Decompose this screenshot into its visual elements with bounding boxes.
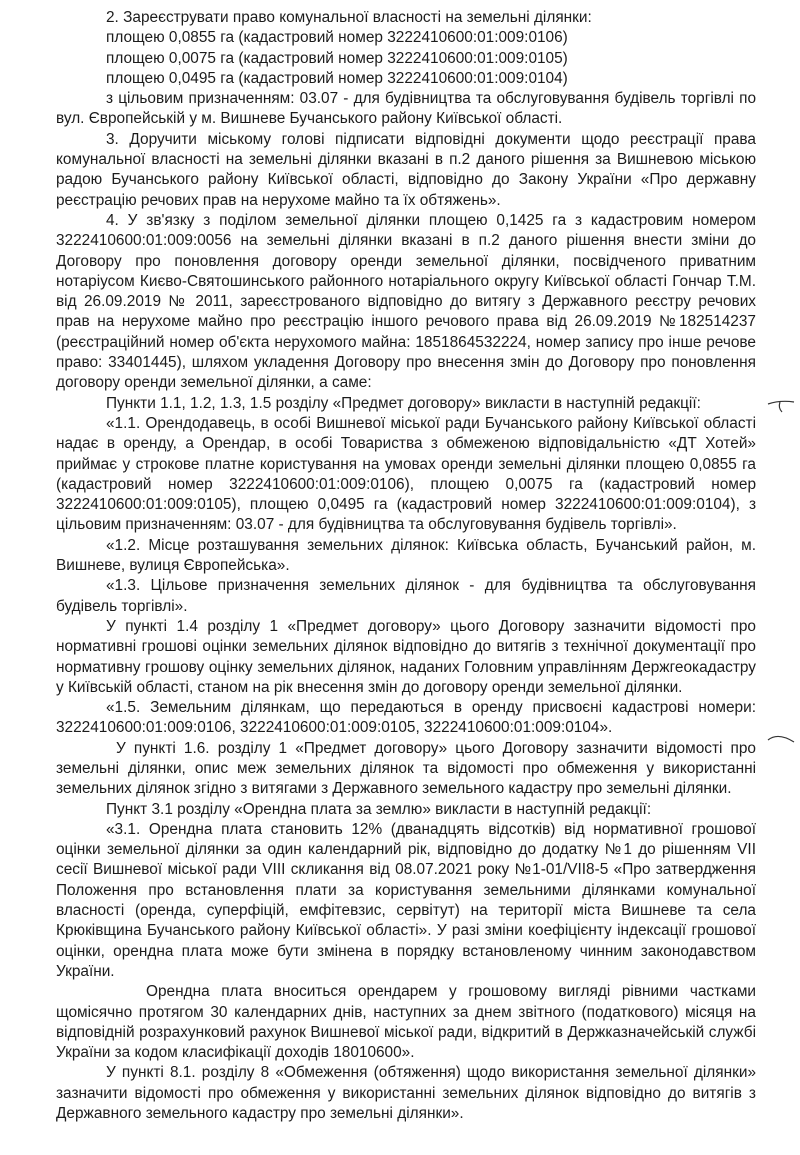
parcel-list	[56, 28, 756, 89]
quote-3-1-payment: Орендна плата вноситься орендарем у грошовому вигляді рівними частками щомісячно протягом 30 календарних днів, наступних за днем звітного (податкового) місяця на відповідній розрахунковий рахунок Вишневої міської ради, відкритий в Держказначейській службі України за кодом класифікації доходів 18010600».	[56, 983, 756, 1062]
paragraph-4: 4. У зв'язку з поділом земельної ділянки площею 0,1425 га з кадастровим номером 3222410600:01:009:0056 на земельні ділянки вказані в п.2 даного рішення внести зміни до Договору про поновлення договору оренди земельної ділянки, посвідченого приватним нотаріусом Києво-Святошинського районного нотаріального округу Київської області Гончар Т.М. від 26.09.2019 № 2011, зареєстрованого відповідно до витягу з Державного реєстру речових прав на нерухоме майно про реєстрацію іншого речового права від 26.09.2019 №182514237 (реєстраційний номер об'єкта нерухомого майна: 1851864532224, номер запису про інше речове право: 33401445), шляхом укладення Договору про внесення змін до Договору про поновлення договору оренди земельної ділянки, а саме:	[56, 211, 756, 392]
parcel-item: площею 0,0075 га (кадастровий номер 3222410600:01:009:0105)	[106, 49, 568, 67]
paragraph-1-6: У пункті 1.6. розділу 1 «Предмет договору» цього Договору зазначити відомості про земельні ділянки, опис меж земельних ділянок та відомості про обмеження у використанні земельних ділянок згідно з витягами з Державного земельного кадастру про земельні ділянки.	[56, 739, 756, 798]
margin-mark	[766, 398, 796, 414]
points-intro: Пункти 1.1, 1.2, 1.3, 1.5 розділу «Предмет договору» викласти в наступній редакції:	[106, 394, 701, 412]
quote-1-1: «1.1. Орендодавець, в особі Вишневої міської ради Бучанського району Київської області надає в оренду, а Орендар, в особі Товариства з обмеженою відповідальністю «ДТ Хотей» приймає у строкове платне користування на умовах оренди земельні ділянки площею 0,0855 га (кадастровий номер 3222410600:01:009:0106), площею 0,0075 га (кадастровий номер 3222410600:01:009:0105), площею 0,0495 га (кадастровий номер 3222410600:01:009:0104), з цільовим призначенням: 03.07 - для будівництва та обслуговування будівель торгівлі».	[56, 414, 756, 534]
margin-mark	[766, 730, 796, 746]
quote-3-1: «3.1. Орендна плата становить 12% (дванадцять відсотків) від нормативної грошової оцінки земельної ділянки за один календарний рік, відповідно до додатку №1 до рішенням VII сесії Вишневої міської ради VIII скликання від 08.07.2021 року №1-01/VII8-5 «Про затвердження Положення про встановлення плати за користування земельними ділянками комунальної власності (оренда, суперфіцій, емфітевзис, сервітут) на території міста Вишневе та села Крюківщина Бучанського району Київської області». У разі зміни коефіцієнту індексації грошової оцінки, орендна плата може бути змінена в порядку встановленому чинним законодавством України.	[56, 820, 756, 980]
paragraph-3-1-intro: Пункт 3.1 розділу «Орендна плата за землю» викласти в наступній редакції:	[106, 800, 652, 818]
document-page	[56, 8, 756, 1124]
parcel-item: площею 0,0495 га (кадастровий номер 3222410600:01:009:0104)	[106, 69, 568, 87]
paragraph-2-intro: 2. Зареєструвати право комунальної власності на земельні ділянки:	[106, 9, 592, 26]
paragraph-1-4: У пункті 1.4 розділу 1 «Предмет договору» цього Договору зазначити відомості про нормативні грошові оцінки земельних ділянок відповідно до витягів з технічної документації про нормативну грошову оцінку земельних ділянок, наданих Головним управлінням Держгеокадастру у Київській області, станом на рік внесення змін до договору оренди земельної ділянки.	[56, 617, 756, 696]
parcel-item: площею 0,0855 га (кадастровий номер 3222410600:01:009:0106)	[106, 29, 568, 47]
quote-1-3: «1.3. Цільове призначення земельних ділянок - для будівництва та обслуговування будівель торгівлі».	[56, 577, 756, 615]
paragraph-2-purpose: з цільовим призначенням: 03.07 - для будівництва та обслуговування будівель торгівлі по вул. Європейській у м. Вишневе Бучанського району Київської області.	[56, 90, 756, 128]
paragraph-3: 3. Доручити міському голові підписати відповідні документи щодо реєстрації права комунальної власності на земельні ділянки вказані в п.2 даного рішення за Вишневою міською радою Бучанського району Київської області, відповідно до Закону України «Про державну реєстрацію речових прав на нерухоме майно та їх обтяжень».	[56, 130, 756, 209]
quote-1-5: «1.5. Земельним ділянкам, що передаються в оренду присвоєні кадастрові номери: 3222410600:01:009:0106, 3222410600:01:009:0105, 3222410600:01:009:0104».	[56, 699, 756, 737]
paragraph-8-1: У пункті 8.1. розділу 8 «Обмеження (обтяження) щодо використання земельної ділянки» зазначити відомості про обмеження у використанні земельних ділянок відповідно до витягів з Державного земельного кадастру про земельні ділянки».	[56, 1064, 756, 1123]
quote-1-2: «1.2. Місце розташування земельних ділянок: Київська область, Бучанський район, м. Вишневе, вулиця Європейська».	[56, 536, 756, 575]
